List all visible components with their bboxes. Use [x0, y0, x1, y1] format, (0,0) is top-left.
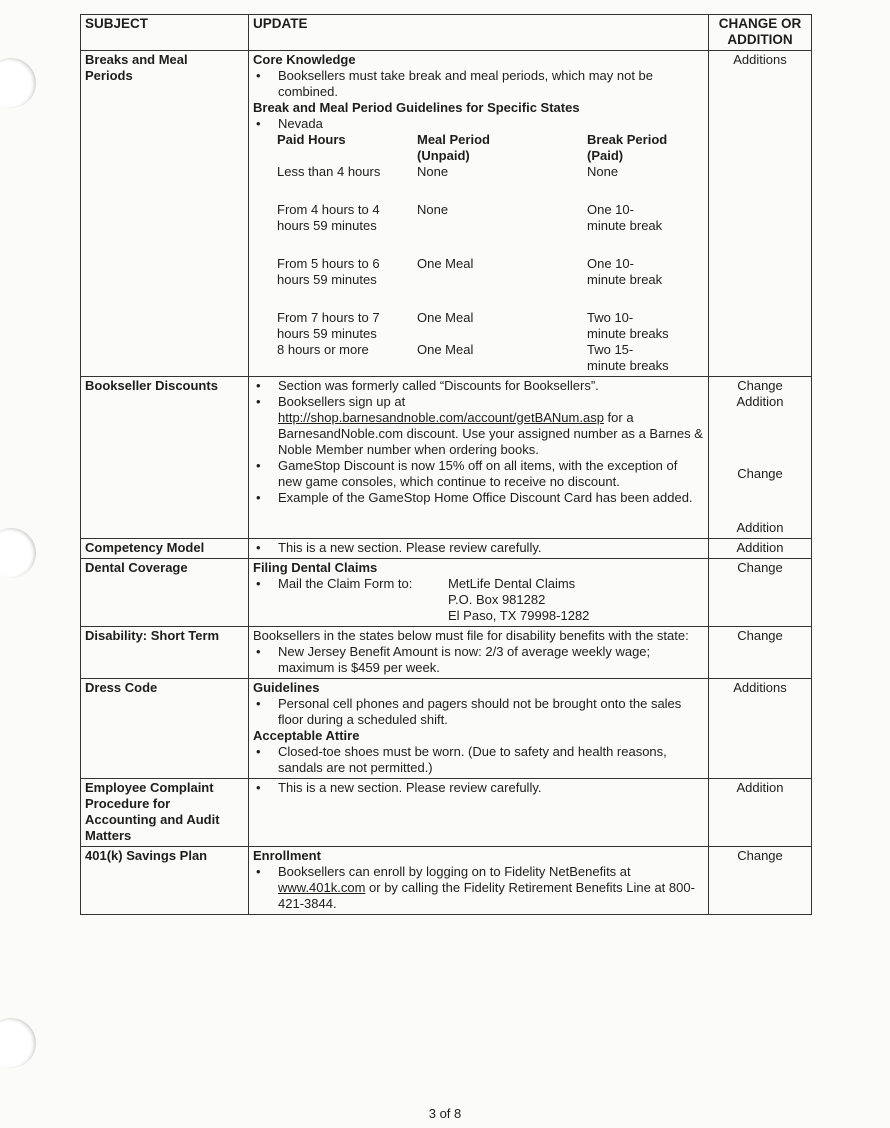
- schedule-meal: None: [417, 164, 449, 179]
- schedule-break: [587, 256, 697, 310]
- punch-hole-top: [0, 58, 36, 108]
- schedule-meal: One Meal: [417, 342, 474, 357]
- table-row: [81, 51, 812, 377]
- section-heading: Core Knowledge: [253, 52, 356, 67]
- schedule-col-meal: [417, 132, 587, 164]
- schedule-meal: One Meal: [417, 310, 474, 325]
- header-update: UPDATE: [249, 15, 709, 51]
- change-line: Change: [737, 378, 783, 393]
- row-change: Change: [709, 627, 812, 679]
- bullet-item: [253, 864, 704, 912]
- table-row: [81, 679, 812, 779]
- bullet-item: • GameStop Discount is now 15% off on all items, with the exception of new game consoles, which continue to receive no discount.: [253, 458, 704, 490]
- row-change: Change: [709, 847, 812, 915]
- schedule-break-line: minute break: [587, 218, 663, 233]
- updates-table: [80, 14, 812, 915]
- subject-line: Breaks and Meal: [85, 52, 188, 67]
- bullet-item: • Closed-toe shoes must be worn. (Due to safety and health reasons, sandals are not permitted.): [253, 744, 704, 776]
- table-row: [81, 377, 812, 539]
- header-change-line1: CHANGE OR: [718, 16, 802, 31]
- schedule-hours: [277, 164, 417, 202]
- section-heading: Guidelines: [253, 680, 320, 695]
- schedule-table: [277, 132, 697, 374]
- table-row: [81, 779, 812, 847]
- schedule-row: [277, 310, 697, 342]
- schedule-meal: One Meal: [417, 256, 474, 271]
- mail-label: Mail the Claim Form to:: [278, 576, 413, 591]
- bullet-item: • Example of the GameStop Home Office Discount Card has been added.: [253, 490, 704, 506]
- subject-line: Employee Complaint: [85, 780, 214, 795]
- section-heading: Enrollment: [253, 848, 321, 863]
- punch-hole-bottom: [0, 1018, 36, 1068]
- bullet-item: • This is a new section. Please review carefully.: [253, 540, 704, 556]
- schedule-hours-line: 8 hours or more: [277, 342, 369, 357]
- row-subject: 401(k) Savings Plan: [81, 847, 249, 915]
- schedule-hours-line: From 7 hours to 7: [277, 310, 380, 325]
- schedule-col-paid: Paid Hours: [277, 132, 346, 147]
- row-update: [249, 539, 709, 559]
- bullet-item: • Booksellers must take break and meal periods, which may not be combined.: [253, 68, 704, 100]
- schedule-meal: None: [417, 202, 449, 217]
- row-update: [249, 779, 709, 847]
- bullet-item: [253, 394, 704, 458]
- schedule-row: [277, 202, 697, 256]
- subject-line: Procedure for: [85, 796, 171, 811]
- row-subject: Dress Code: [81, 679, 249, 779]
- table-row: [81, 539, 812, 559]
- discount-signup-link[interactable]: http://shop.barnesandnoble.com/account/getBANum.asp: [278, 410, 604, 425]
- row-subject: Disability: Short Term: [81, 627, 249, 679]
- bullet-item: [253, 576, 704, 624]
- table-row: [81, 559, 812, 627]
- schedule-break-line: One 10-: [587, 202, 634, 217]
- schedule-col-break: [587, 132, 697, 164]
- row-change: Additions: [709, 51, 812, 377]
- row-update: [249, 559, 709, 627]
- fidelity-link[interactable]: www.401k.com: [278, 880, 366, 895]
- address-line: MetLife Dental Claims: [448, 576, 576, 591]
- header-subject: SUBJECT: [81, 15, 249, 51]
- schedule-col-meal-line: Meal Period: [417, 132, 490, 147]
- schedule-hours-line: Less than 4 hours: [277, 164, 381, 179]
- bullet-text: Booksellers can enroll by logging on to Fidelity NetBenefits at: [278, 864, 631, 879]
- schedule-hours: [277, 310, 417, 342]
- schedule-col-break-line: (Paid): [587, 148, 624, 163]
- table-header-row: [81, 15, 812, 51]
- row-subject: Dental Coverage: [81, 559, 249, 627]
- row-update: [249, 377, 709, 539]
- header-change-line2: ADDITION: [727, 32, 793, 47]
- schedule-col-break-line: Break Period: [587, 132, 668, 147]
- row-update: [249, 679, 709, 779]
- row-subject: [81, 779, 249, 847]
- change-line: Change: [737, 466, 783, 481]
- schedule-hours-line: From 5 hours to 6: [277, 256, 380, 271]
- table-row: [81, 847, 812, 915]
- row-change: Additions: [709, 679, 812, 779]
- schedule-hours-line: hours 59 minutes: [277, 326, 377, 341]
- row-subject: Competency Model: [81, 539, 249, 559]
- schedule-break-line: minute breaks: [587, 326, 669, 341]
- bullet-item: • This is a new section. Please review carefully.: [253, 780, 704, 796]
- schedule-hours: [277, 342, 417, 374]
- row-update: [249, 847, 709, 915]
- page-number: 3 of 8: [428, 1106, 462, 1121]
- schedule-hours: [277, 256, 417, 310]
- bullet-text: Booksellers sign up at: [278, 394, 406, 409]
- row-change: Addition: [709, 539, 812, 559]
- punch-hole-middle: [0, 528, 36, 578]
- subject-line: Matters: [85, 828, 132, 843]
- subject-line: Periods: [85, 68, 133, 83]
- schedule-break: None: [587, 164, 619, 179]
- section-heading: Filing Dental Claims: [253, 560, 378, 575]
- address-line: P.O. Box 981282: [448, 592, 546, 607]
- row-change: [709, 377, 812, 539]
- schedule-break: [587, 310, 697, 342]
- schedule-row: [277, 342, 697, 374]
- row-update: [249, 627, 709, 679]
- table-row: [81, 627, 812, 679]
- mailing-address: [448, 576, 589, 624]
- schedule-break: [587, 202, 697, 256]
- row-update: [249, 51, 709, 377]
- bullet-item: • Personal cell phones and pagers should not be brought onto the sales floor during a scheduled shift.: [253, 696, 704, 728]
- header-change: [709, 15, 812, 51]
- schedule-break-line: minute breaks: [587, 358, 669, 373]
- schedule-col-meal-line: (Unpaid): [417, 148, 470, 163]
- intro-text: Booksellers in the states below must file for disability benefits with the state:: [253, 628, 689, 643]
- row-subject: [81, 51, 249, 377]
- schedule-row: [277, 164, 697, 202]
- change-line: Addition: [736, 394, 784, 409]
- change-line: Addition: [736, 520, 784, 535]
- schedule-hours: [277, 202, 417, 256]
- schedule-hours-line: hours 59 minutes: [277, 218, 377, 233]
- subject-line: Accounting and Audit: [85, 812, 220, 827]
- schedule-break-line: minute break: [587, 272, 663, 287]
- section-heading: Acceptable Attire: [253, 728, 360, 743]
- row-subject: Bookseller Discounts: [81, 377, 249, 539]
- section-heading: Break and Meal Period Guidelines for Specific States: [253, 100, 580, 115]
- schedule-break-line: Two 10-: [587, 310, 634, 325]
- bullet-item: • Section was formerly called “Discounts for Booksellers”.: [253, 378, 704, 394]
- schedule-header: [277, 132, 697, 164]
- bullet-item: • Nevada: [253, 116, 704, 132]
- schedule-break-line: One 10-: [587, 256, 634, 271]
- bullet-text: for a BarnesandNoble.com discount. Use your assigned number as a Barnes & Noble Member number when ordering books.: [278, 410, 703, 457]
- schedule-hours-line: hours 59 minutes: [277, 272, 377, 287]
- bullet-item: • New Jersey Benefit Amount is now: 2/3 of average weekly wage; maximum is $459 per week.: [253, 644, 704, 676]
- row-change: Change: [709, 559, 812, 627]
- schedule-break-line: Two 15-: [587, 342, 634, 357]
- schedule-hours-line: From 4 hours to 4: [277, 202, 380, 217]
- row-change: Addition: [709, 779, 812, 847]
- address-line: El Paso, TX 79998-1282: [448, 608, 590, 623]
- schedule-break: [587, 342, 697, 374]
- bullet-text: or by calling the Fidelity Retirement Benefits Line at 800-421-3844.: [278, 880, 695, 911]
- schedule-row: [277, 256, 697, 310]
